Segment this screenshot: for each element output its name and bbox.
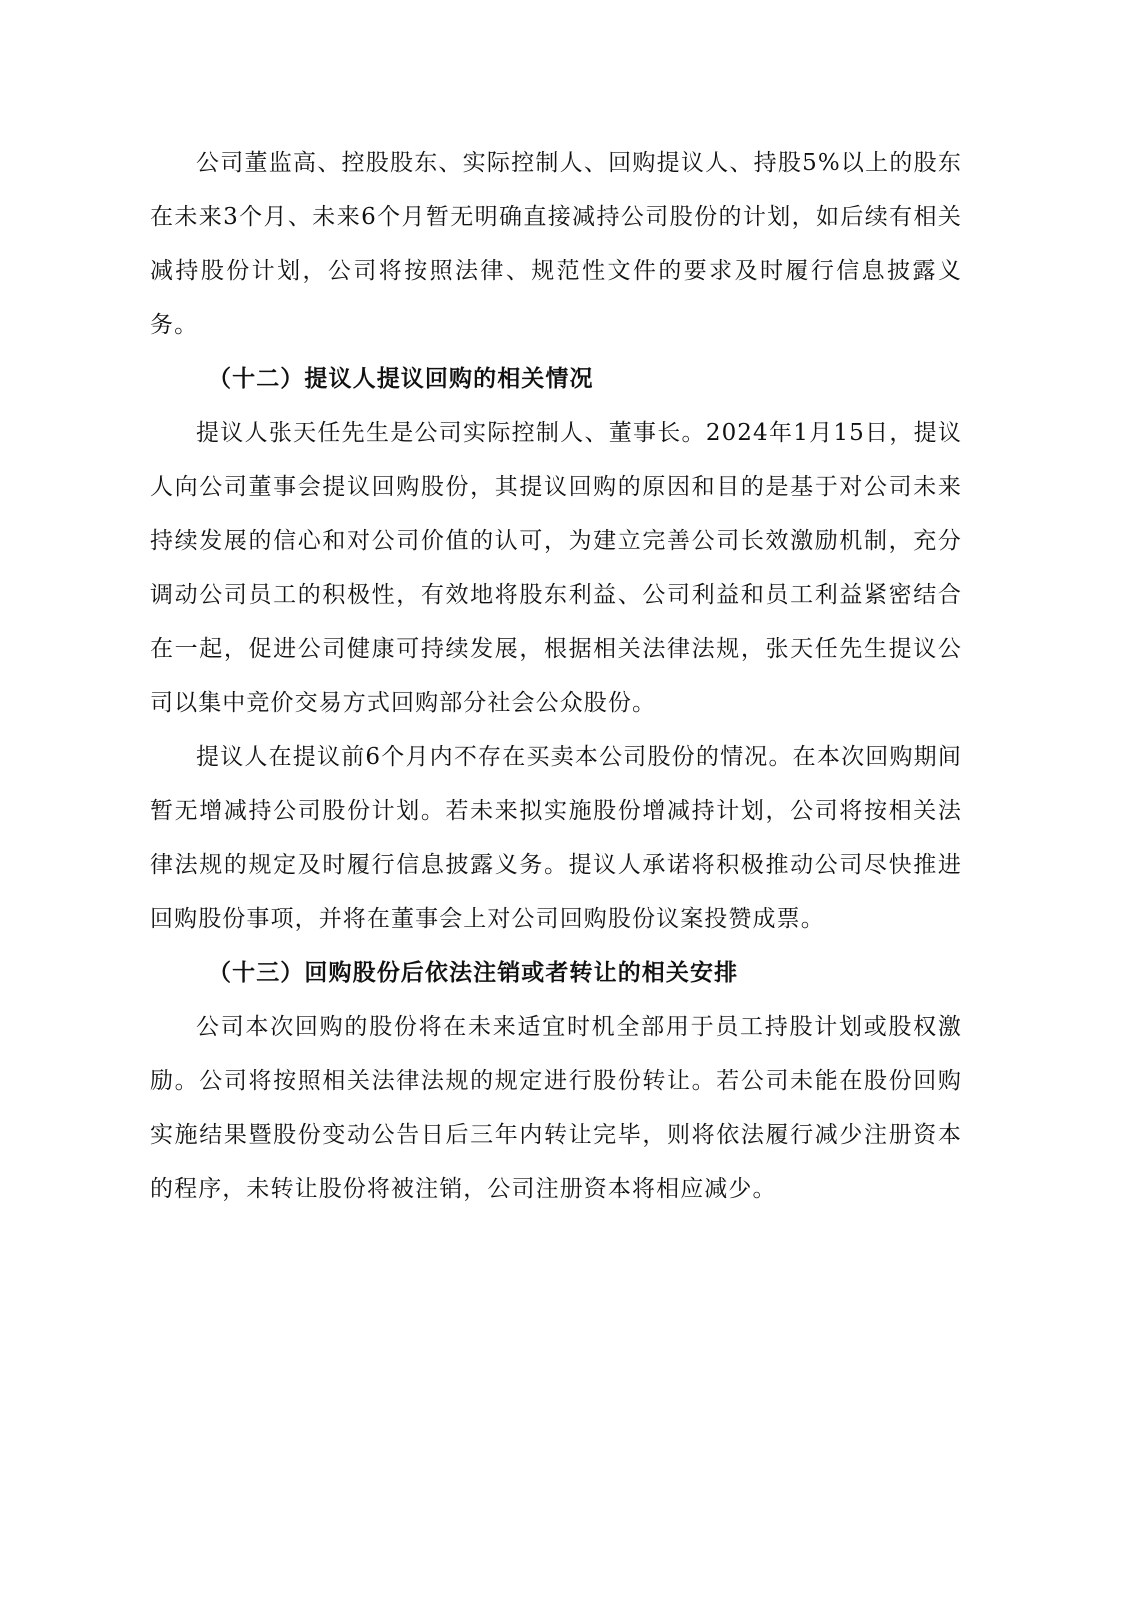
document-page	[150, 136, 962, 1216]
paragraph-share-transfer: 公司本次回购的股份将在未来适宜时机全部用于员工持股计划或股权激励。公司将按照相关法律法规的规定进行股份转让。若公司未能在股份回购实施结果暨股份变动公告日后三年内转让完毕，则将依法履行减少注册资本的程序，未转让股份将被注销，公司注册资本将相应减少。	[150, 1014, 962, 1202]
paragraph-shareholder-reduction: 公司董监高、控股股东、实际控制人、回购提议人、持股5%以上的股东在未来3个月、未来6个月暂无明确直接减持公司股份的计划，如后续有相关减持股份计划，公司将按照法律、规范性文件的要求及时履行信息披露义务。	[150, 150, 962, 338]
section-heading-13: （十三）回购股份后依法注销或者转让的相关安排	[208, 959, 739, 986]
section-heading-12: （十二）提议人提议回购的相关情况	[208, 365, 594, 392]
paragraph-proposer-info: 提议人张天任先生是公司实际控制人、董事长。2024年1月15日，提议人向公司董事会提议回购股份，其提议回购的原因和目的是基于对公司未来持续发展的信心和对公司价值的认可，为建立完善公司长效激励机制，充分调动公司员工的积极性，有效地将股东利益、公司利益和员工利益紧密结合在一起，促进公司健康可持续发展，根据相关法律法规，张天任先生提议公司以集中竞价交易方式回购部分社会公众股份。	[150, 420, 962, 716]
paragraph-proposer-commitment: 提议人在提议前6个月内不存在买卖本公司股份的情况。在本次回购期间暂无增减持公司股份计划。若未来拟实施股份增减持计划，公司将按相关法律法规的规定及时履行信息披露义务。提议人承诺将积极推动公司尽快推进回购股份事项，并将在董事会上对公司回购股份议案投赞成票。	[150, 744, 962, 932]
